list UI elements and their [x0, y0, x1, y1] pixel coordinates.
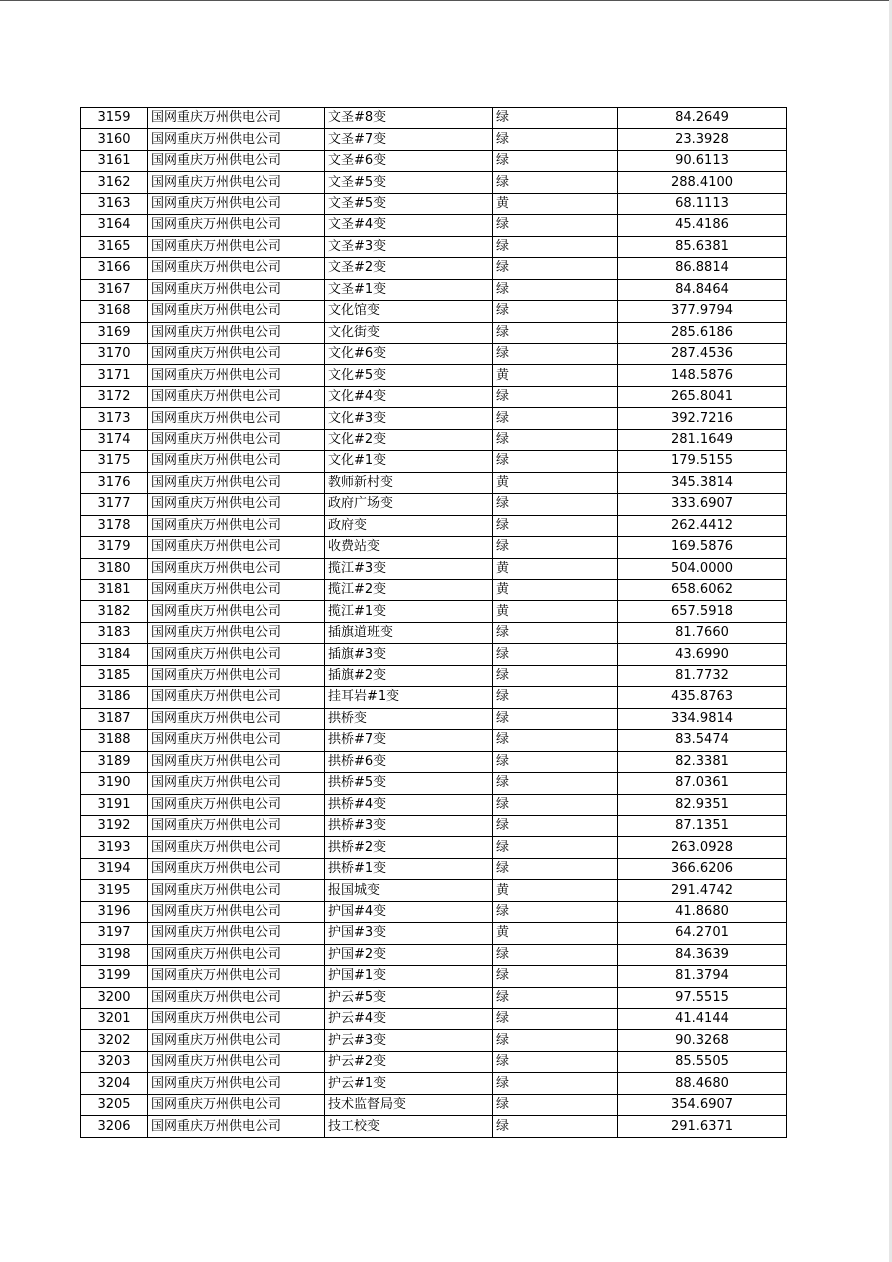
- value-cell: 82.9351: [618, 794, 787, 815]
- status-cell: 绿: [493, 408, 618, 429]
- station-cell: 教师新村变: [325, 472, 493, 493]
- value-cell: 287.4536: [618, 343, 787, 364]
- row-id: 3165: [81, 236, 148, 257]
- status-cell: 绿: [493, 215, 618, 236]
- table-row: [81, 408, 787, 429]
- value-cell: 97.5515: [618, 987, 787, 1008]
- station-cell: 文圣#3变: [325, 236, 493, 257]
- status-cell: 绿: [493, 730, 618, 751]
- station-cell: 技术监督局变: [325, 1094, 493, 1115]
- station-cell: 拱桥变: [325, 708, 493, 729]
- station-cell: 揽江#1变: [325, 601, 493, 622]
- status-cell: 绿: [493, 129, 618, 150]
- status-cell: 黄: [493, 601, 618, 622]
- table-row: [81, 129, 787, 150]
- status-cell: 绿: [493, 494, 618, 515]
- company-cell: 国网重庆万州供电公司: [148, 858, 325, 879]
- table-row: [81, 1030, 787, 1051]
- station-cell: 政府变: [325, 515, 493, 536]
- row-id: 3200: [81, 987, 148, 1008]
- table-row: [81, 108, 787, 129]
- status-cell: 绿: [493, 515, 618, 536]
- table-row: [81, 343, 787, 364]
- value-cell: 83.5474: [618, 730, 787, 751]
- status-cell: 绿: [493, 901, 618, 922]
- row-id: 3202: [81, 1030, 148, 1051]
- station-cell: 文化馆变: [325, 301, 493, 322]
- status-cell: 绿: [493, 322, 618, 343]
- company-cell: 国网重庆万州供电公司: [148, 579, 325, 600]
- table-row: [81, 966, 787, 987]
- row-id: 3194: [81, 858, 148, 879]
- row-id: 3196: [81, 901, 148, 922]
- table-row: [81, 601, 787, 622]
- status-cell: 绿: [493, 944, 618, 965]
- value-cell: 366.6206: [618, 858, 787, 879]
- table-row: [81, 494, 787, 515]
- value-cell: 334.9814: [618, 708, 787, 729]
- station-cell: 护云#2变: [325, 1051, 493, 1072]
- status-cell: 绿: [493, 708, 618, 729]
- row-id: 3188: [81, 730, 148, 751]
- row-id: 3170: [81, 343, 148, 364]
- data-table: [80, 107, 787, 1138]
- table-row: [81, 429, 787, 450]
- value-cell: 84.8464: [618, 279, 787, 300]
- value-cell: 345.3814: [618, 472, 787, 493]
- row-id: 3175: [81, 451, 148, 472]
- station-cell: 挂耳岩#1变: [325, 687, 493, 708]
- value-cell: 263.0928: [618, 837, 787, 858]
- station-cell: 报国城变: [325, 880, 493, 901]
- row-id: 3189: [81, 751, 148, 772]
- status-cell: 绿: [493, 966, 618, 987]
- table-row: [81, 322, 787, 343]
- company-cell: 国网重庆万州供电公司: [148, 472, 325, 493]
- station-cell: 拱桥#3变: [325, 815, 493, 836]
- status-cell: 绿: [493, 751, 618, 772]
- company-cell: 国网重庆万州供电公司: [148, 815, 325, 836]
- station-cell: 拱桥#7变: [325, 730, 493, 751]
- table-row: [81, 301, 787, 322]
- row-id: 3160: [81, 129, 148, 150]
- value-cell: 179.5155: [618, 451, 787, 472]
- row-id: 3198: [81, 944, 148, 965]
- company-cell: 国网重庆万州供电公司: [148, 687, 325, 708]
- company-cell: 国网重庆万州供电公司: [148, 451, 325, 472]
- status-cell: 黄: [493, 880, 618, 901]
- value-cell: 333.6907: [618, 494, 787, 515]
- row-id: 3204: [81, 1073, 148, 1094]
- status-cell: 黄: [493, 558, 618, 579]
- station-cell: 拱桥#2变: [325, 837, 493, 858]
- station-cell: 护国#1变: [325, 966, 493, 987]
- value-cell: 658.6062: [618, 579, 787, 600]
- value-cell: 148.5876: [618, 365, 787, 386]
- station-cell: 护国#2变: [325, 944, 493, 965]
- station-cell: 文圣#2变: [325, 258, 493, 279]
- status-cell: 绿: [493, 794, 618, 815]
- row-id: 3195: [81, 880, 148, 901]
- row-id: 3177: [81, 494, 148, 515]
- row-id: 3182: [81, 601, 148, 622]
- station-cell: 文圣#4变: [325, 215, 493, 236]
- table-row: [81, 193, 787, 214]
- row-id: 3203: [81, 1051, 148, 1072]
- value-cell: 377.9794: [618, 301, 787, 322]
- station-cell: 文圣#6变: [325, 150, 493, 171]
- station-cell: 文化#5变: [325, 365, 493, 386]
- table-row: [81, 579, 787, 600]
- table-row: [81, 558, 787, 579]
- station-cell: 文化#6变: [325, 343, 493, 364]
- company-cell: 国网重庆万州供电公司: [148, 901, 325, 922]
- table-row: [81, 644, 787, 665]
- value-cell: 435.8763: [618, 687, 787, 708]
- value-cell: 90.6113: [618, 150, 787, 171]
- station-cell: 文化#4变: [325, 386, 493, 407]
- station-cell: 拱桥#1变: [325, 858, 493, 879]
- status-cell: 绿: [493, 1116, 618, 1137]
- table-row: [81, 944, 787, 965]
- value-cell: 84.3639: [618, 944, 787, 965]
- table-row: [81, 279, 787, 300]
- value-cell: 23.3928: [618, 129, 787, 150]
- row-id: 3193: [81, 837, 148, 858]
- company-cell: 国网重庆万州供电公司: [148, 773, 325, 794]
- value-cell: 88.4680: [618, 1073, 787, 1094]
- company-cell: 国网重庆万州供电公司: [148, 730, 325, 751]
- company-cell: 国网重庆万州供电公司: [148, 193, 325, 214]
- table-row: [81, 172, 787, 193]
- table-row: [81, 1051, 787, 1072]
- status-cell: 绿: [493, 815, 618, 836]
- value-cell: 281.1649: [618, 429, 787, 450]
- table-row: [81, 901, 787, 922]
- status-cell: 绿: [493, 644, 618, 665]
- station-cell: 插旗#3变: [325, 644, 493, 665]
- table-row: [81, 773, 787, 794]
- value-cell: 85.6381: [618, 236, 787, 257]
- station-cell: 护云#3变: [325, 1030, 493, 1051]
- row-id: 3159: [81, 108, 148, 129]
- table-row: [81, 987, 787, 1008]
- company-cell: 国网重庆万州供电公司: [148, 837, 325, 858]
- company-cell: 国网重庆万州供电公司: [148, 301, 325, 322]
- table-row: [81, 1009, 787, 1030]
- company-cell: 国网重庆万州供电公司: [148, 386, 325, 407]
- value-cell: 68.1113: [618, 193, 787, 214]
- value-cell: 43.6990: [618, 644, 787, 665]
- value-cell: 86.8814: [618, 258, 787, 279]
- station-cell: 护云#1变: [325, 1073, 493, 1094]
- status-cell: 绿: [493, 279, 618, 300]
- page-top-border: [0, 0, 892, 1]
- row-id: 3179: [81, 537, 148, 558]
- company-cell: 国网重庆万州供电公司: [148, 923, 325, 944]
- value-cell: 265.8041: [618, 386, 787, 407]
- company-cell: 国网重庆万州供电公司: [148, 343, 325, 364]
- table-body: [81, 108, 787, 1138]
- table-row: [81, 880, 787, 901]
- station-cell: 文圣#8变: [325, 108, 493, 129]
- station-cell: 插旗道班变: [325, 622, 493, 643]
- company-cell: 国网重庆万州供电公司: [148, 1030, 325, 1051]
- table-row: [81, 622, 787, 643]
- station-cell: 揽江#2变: [325, 579, 493, 600]
- value-cell: 657.5918: [618, 601, 787, 622]
- company-cell: 国网重庆万州供电公司: [148, 515, 325, 536]
- row-id: 3192: [81, 815, 148, 836]
- status-cell: 绿: [493, 773, 618, 794]
- status-cell: 绿: [493, 343, 618, 364]
- table-row: [81, 386, 787, 407]
- station-cell: 文圣#5变: [325, 172, 493, 193]
- table-row: [81, 1094, 787, 1115]
- table-row: [81, 730, 787, 751]
- company-cell: 国网重庆万州供电公司: [148, 408, 325, 429]
- company-cell: 国网重庆万州供电公司: [148, 429, 325, 450]
- company-cell: 国网重庆万州供电公司: [148, 1073, 325, 1094]
- station-cell: 文化#2变: [325, 429, 493, 450]
- table-row: [81, 687, 787, 708]
- station-cell: 拱桥#4变: [325, 794, 493, 815]
- value-cell: 41.4144: [618, 1009, 787, 1030]
- row-id: 3176: [81, 472, 148, 493]
- table-row: [81, 708, 787, 729]
- station-cell: 文圣#7变: [325, 129, 493, 150]
- company-cell: 国网重庆万州供电公司: [148, 751, 325, 772]
- status-cell: 绿: [493, 150, 618, 171]
- company-cell: 国网重庆万州供电公司: [148, 665, 325, 686]
- status-cell: 绿: [493, 687, 618, 708]
- row-id: 3172: [81, 386, 148, 407]
- company-cell: 国网重庆万州供电公司: [148, 1116, 325, 1137]
- value-cell: 82.3381: [618, 751, 787, 772]
- company-cell: 国网重庆万州供电公司: [148, 279, 325, 300]
- status-cell: 绿: [493, 987, 618, 1008]
- row-id: 3186: [81, 687, 148, 708]
- table-row: [81, 923, 787, 944]
- company-cell: 国网重庆万州供电公司: [148, 150, 325, 171]
- row-id: 3187: [81, 708, 148, 729]
- value-cell: 285.6186: [618, 322, 787, 343]
- status-cell: 绿: [493, 1094, 618, 1115]
- table-row: [81, 837, 787, 858]
- value-cell: 84.2649: [618, 108, 787, 129]
- table-row: [81, 1073, 787, 1094]
- company-cell: 国网重庆万州供电公司: [148, 601, 325, 622]
- status-cell: 绿: [493, 236, 618, 257]
- value-cell: 90.3268: [618, 1030, 787, 1051]
- value-cell: 354.6907: [618, 1094, 787, 1115]
- status-cell: 绿: [493, 386, 618, 407]
- row-id: 3174: [81, 429, 148, 450]
- station-cell: 技工校变: [325, 1116, 493, 1137]
- status-cell: 绿: [493, 1009, 618, 1030]
- company-cell: 国网重庆万州供电公司: [148, 644, 325, 665]
- company-cell: 国网重庆万州供电公司: [148, 1051, 325, 1072]
- company-cell: 国网重庆万州供电公司: [148, 537, 325, 558]
- status-cell: 黄: [493, 923, 618, 944]
- station-cell: 护国#3变: [325, 923, 493, 944]
- station-cell: 政府广场变: [325, 494, 493, 515]
- company-cell: 国网重庆万州供电公司: [148, 794, 325, 815]
- row-id: 3197: [81, 923, 148, 944]
- company-cell: 国网重庆万州供电公司: [148, 1009, 325, 1030]
- company-cell: 国网重庆万州供电公司: [148, 558, 325, 579]
- row-id: 3205: [81, 1094, 148, 1115]
- status-cell: 绿: [493, 1051, 618, 1072]
- value-cell: 45.4186: [618, 215, 787, 236]
- table-row: [81, 1116, 787, 1137]
- station-cell: 拱桥#5变: [325, 773, 493, 794]
- station-cell: 护云#5变: [325, 987, 493, 1008]
- row-id: 3201: [81, 1009, 148, 1030]
- station-cell: 收费站变: [325, 537, 493, 558]
- row-id: 3181: [81, 579, 148, 600]
- status-cell: 黄: [493, 472, 618, 493]
- company-cell: 国网重庆万州供电公司: [148, 215, 325, 236]
- row-id: 3164: [81, 215, 148, 236]
- company-cell: 国网重庆万州供电公司: [148, 172, 325, 193]
- status-cell: 绿: [493, 665, 618, 686]
- company-cell: 国网重庆万州供电公司: [148, 236, 325, 257]
- row-id: 3183: [81, 622, 148, 643]
- station-cell: 插旗#2变: [325, 665, 493, 686]
- table-row: [81, 794, 787, 815]
- status-cell: 绿: [493, 301, 618, 322]
- row-id: 3178: [81, 515, 148, 536]
- status-cell: 黄: [493, 193, 618, 214]
- value-cell: 392.7216: [618, 408, 787, 429]
- status-cell: 绿: [493, 537, 618, 558]
- status-cell: 绿: [493, 451, 618, 472]
- company-cell: 国网重庆万州供电公司: [148, 1094, 325, 1115]
- table-row: [81, 665, 787, 686]
- row-id: 3166: [81, 258, 148, 279]
- value-cell: 64.2701: [618, 923, 787, 944]
- company-cell: 国网重庆万州供电公司: [148, 966, 325, 987]
- row-id: 3190: [81, 773, 148, 794]
- row-id: 3169: [81, 322, 148, 343]
- status-cell: 绿: [493, 429, 618, 450]
- value-cell: 81.3794: [618, 966, 787, 987]
- row-id: 3184: [81, 644, 148, 665]
- table-row: [81, 515, 787, 536]
- row-id: 3167: [81, 279, 148, 300]
- station-cell: 文化#1变: [325, 451, 493, 472]
- value-cell: 85.5505: [618, 1051, 787, 1072]
- company-cell: 国网重庆万州供电公司: [148, 258, 325, 279]
- value-cell: 288.4100: [618, 172, 787, 193]
- status-cell: 黄: [493, 579, 618, 600]
- row-id: 3199: [81, 966, 148, 987]
- status-cell: 绿: [493, 837, 618, 858]
- company-cell: 国网重庆万州供电公司: [148, 108, 325, 129]
- value-cell: 169.5876: [618, 537, 787, 558]
- value-cell: 291.6371: [618, 1116, 787, 1137]
- company-cell: 国网重庆万州供电公司: [148, 880, 325, 901]
- value-cell: 81.7732: [618, 665, 787, 686]
- status-cell: 绿: [493, 172, 618, 193]
- row-id: 3162: [81, 172, 148, 193]
- company-cell: 国网重庆万州供电公司: [148, 365, 325, 386]
- value-cell: 81.7660: [618, 622, 787, 643]
- row-id: 3163: [81, 193, 148, 214]
- value-cell: 262.4412: [618, 515, 787, 536]
- table-row: [81, 751, 787, 772]
- company-cell: 国网重庆万州供电公司: [148, 708, 325, 729]
- row-id: 3173: [81, 408, 148, 429]
- value-cell: 41.8680: [618, 901, 787, 922]
- company-cell: 国网重庆万州供电公司: [148, 622, 325, 643]
- row-id: 3161: [81, 150, 148, 171]
- status-cell: 绿: [493, 258, 618, 279]
- station-cell: 护云#4变: [325, 1009, 493, 1030]
- company-cell: 国网重庆万州供电公司: [148, 129, 325, 150]
- row-id: 3206: [81, 1116, 148, 1137]
- station-cell: 护国#4变: [325, 901, 493, 922]
- table-row: [81, 365, 787, 386]
- value-cell: 504.0000: [618, 558, 787, 579]
- station-cell: 文化#3变: [325, 408, 493, 429]
- value-cell: 87.1351: [618, 815, 787, 836]
- company-cell: 国网重庆万州供电公司: [148, 322, 325, 343]
- station-cell: 文圣#5变: [325, 193, 493, 214]
- table-row: [81, 258, 787, 279]
- value-cell: 291.4742: [618, 880, 787, 901]
- row-id: 3168: [81, 301, 148, 322]
- status-cell: 绿: [493, 1030, 618, 1051]
- row-id: 3191: [81, 794, 148, 815]
- station-cell: 文化街变: [325, 322, 493, 343]
- status-cell: 绿: [493, 108, 618, 129]
- table-row: [81, 150, 787, 171]
- row-id: 3180: [81, 558, 148, 579]
- table-row: [81, 858, 787, 879]
- status-cell: 绿: [493, 858, 618, 879]
- station-cell: 揽江#3变: [325, 558, 493, 579]
- company-cell: 国网重庆万州供电公司: [148, 987, 325, 1008]
- table-row: [81, 215, 787, 236]
- value-cell: 87.0361: [618, 773, 787, 794]
- row-id: 3185: [81, 665, 148, 686]
- status-cell: 绿: [493, 1073, 618, 1094]
- station-cell: 文圣#1变: [325, 279, 493, 300]
- table-row: [81, 537, 787, 558]
- table-row: [81, 451, 787, 472]
- status-cell: 黄: [493, 365, 618, 386]
- company-cell: 国网重庆万州供电公司: [148, 944, 325, 965]
- row-id: 3171: [81, 365, 148, 386]
- station-cell: 拱桥#6变: [325, 751, 493, 772]
- company-cell: 国网重庆万州供电公司: [148, 494, 325, 515]
- table-row: [81, 815, 787, 836]
- table-row: [81, 472, 787, 493]
- status-cell: 绿: [493, 622, 618, 643]
- table-row: [81, 236, 787, 257]
